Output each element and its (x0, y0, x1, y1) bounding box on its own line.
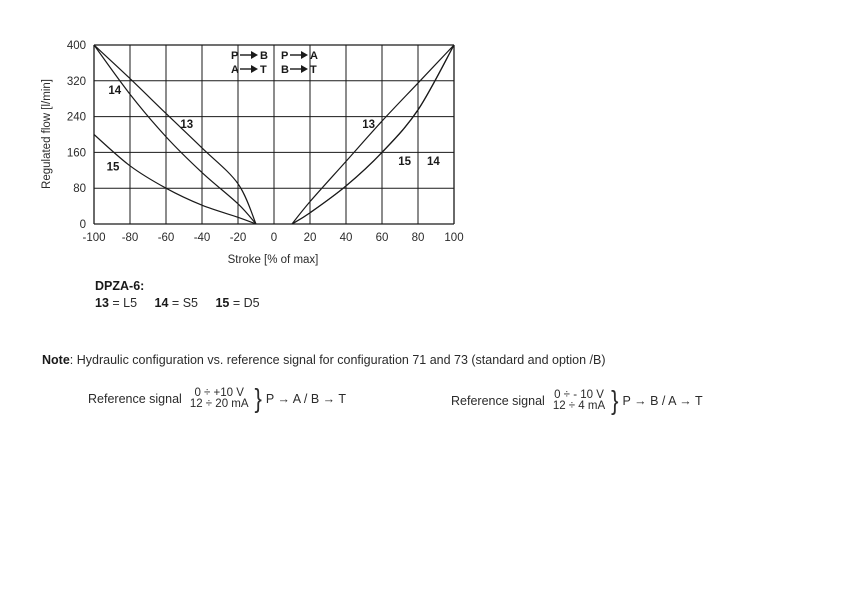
curve-labels (107, 85, 441, 173)
curve-label: 14 (427, 155, 440, 168)
curve-label: 15 (106, 161, 120, 174)
x-axis-title: Stroke [% of max] (227, 254, 319, 266)
direction-from: B (281, 64, 289, 76)
y-tick-label: 240 (66, 111, 86, 124)
brace-icon: } (611, 385, 619, 416)
y-tick-label: 80 (73, 183, 86, 196)
direction-from: A (231, 64, 239, 76)
x-tick-label: 100 (444, 232, 464, 244)
x-tick-label: -60 (157, 232, 175, 244)
y-axis-title: Regulated flow [l/min] (41, 79, 53, 189)
curve-label: 14 (108, 85, 122, 98)
flow-chart (0, 0, 849, 280)
note-text: : Hydraulic configuration vs. reference signal for configuration 71 and 73 (standard and option /B) (69, 353, 606, 367)
y-tick-label: 0 (79, 219, 86, 231)
reference-signal-1 (88, 383, 347, 414)
arrow-right-icon (251, 51, 258, 59)
x-tick-label: -20 (229, 232, 247, 244)
curve-label: 15 (398, 155, 411, 168)
x-tick-label: 40 (339, 232, 353, 244)
y-tick-label: 400 (66, 40, 86, 52)
legend-item-14: 14 = S5 (154, 296, 198, 310)
x-tick-labels (82, 232, 463, 244)
y-tick-label: 160 (66, 147, 86, 160)
chart-grid (94, 45, 454, 224)
ref-signal-label: Reference signal (451, 394, 545, 408)
x-tick-label: 0 (270, 232, 278, 244)
x-tick-label: -40 (193, 232, 211, 244)
x-tick-label: 60 (375, 232, 389, 244)
legend-row (95, 295, 274, 312)
legend-title: DPZA-6: (95, 279, 145, 293)
curve-label: 13 (362, 118, 375, 131)
direction-to: T (310, 64, 317, 76)
direction-from: P (281, 50, 289, 62)
curve-label: 13 (180, 118, 194, 131)
direction-from: P (231, 50, 239, 62)
arrow-right-icon (301, 65, 308, 73)
x-tick-label: -100 (82, 232, 106, 244)
legend-item-15: 15 = D5 (215, 296, 260, 310)
brace-icon: } (254, 383, 262, 414)
y-tick-label: 320 (66, 75, 86, 88)
ref-signal-range: 0 ÷ +10 V 12 ÷ 20 mA (189, 387, 249, 410)
x-tick-label: -80 (121, 232, 139, 244)
ref-signal-range: 0 ÷ - 10 V 12 ÷ 4 mA (552, 389, 606, 412)
reference-signal-2 (451, 385, 703, 416)
direction-to: A (310, 50, 318, 62)
direction-to: T (260, 64, 267, 76)
arrow-right-icon (251, 65, 258, 73)
x-tick-label: 20 (303, 232, 317, 244)
note-label: Note (42, 353, 70, 367)
arrow-right-icon (301, 51, 308, 59)
direction-to: B (260, 50, 268, 62)
legend (95, 278, 274, 312)
x-tick-label: 80 (411, 232, 425, 244)
y-tick-labels (67, 40, 86, 231)
legend-item-13: 13 = L5 (95, 296, 138, 310)
ref-signal-result: P → A / B → T (265, 392, 347, 406)
ref-signal-label: Reference signal (88, 392, 182, 406)
note (42, 353, 606, 367)
ref-signal-result: P → B / A → T (622, 394, 703, 408)
curve-15-negative (94, 135, 256, 225)
